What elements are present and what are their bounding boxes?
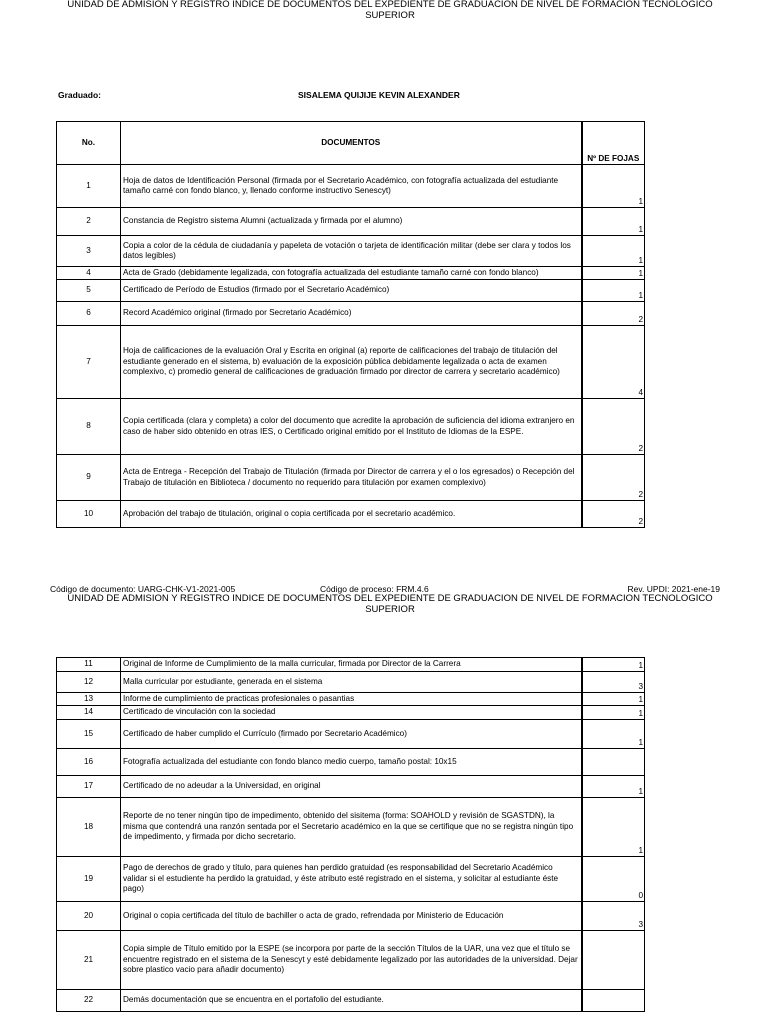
- row-document: Original o copia certificada del título de bachiller o acta de grado, refrendada por Ministerio de Educación: [121, 902, 582, 931]
- table-row: [57, 236, 645, 267]
- row-fojas: 1: [582, 165, 645, 208]
- column-header-documentos: DOCUMENTOS: [121, 122, 582, 165]
- documents-table-page2: [56, 657, 645, 1012]
- row-number: 20: [57, 902, 121, 931]
- row-fojas: 1: [582, 798, 645, 857]
- row-fojas: 1: [582, 236, 645, 267]
- table-row: [57, 931, 645, 990]
- document-title-page2: [40, 594, 740, 615]
- table-row: [57, 302, 645, 326]
- row-fojas: 3: [582, 672, 645, 693]
- row-number: 18: [57, 798, 121, 857]
- row-document: Hoja de datos de Identificación Personal (firmada por el Secretario Académico, con fotografía actualizada del estudiante tamaño carné con fondo blanco, y, llenado conforme instructivo Senescyt): [121, 165, 582, 208]
- column-header-no: No.: [57, 122, 121, 165]
- table-row: [57, 267, 645, 280]
- table-row: [57, 165, 645, 208]
- column-header-fojas: Nº DE FOJAS: [582, 122, 645, 165]
- row-fojas: [582, 749, 645, 776]
- row-document: Aprobación del trabajo de titulación, original o copia certificada por el secretario académico.: [121, 501, 582, 528]
- row-document: Acta de Grado (debidamente legalizada, con fotografía actualizada del estudiante tamaño carné con fondo blanco): [121, 267, 582, 280]
- row-document: Pago de derechos de grado y título, para quienes han perdido gratuidad (es responsabilidad del Secretario Académico validar si el estudiente ha perdido la gratuidad, y éste atributo esté registrado en el sistema, y solicitar al estudiante éste pago): [121, 857, 582, 902]
- graduado-label: Graduado:: [58, 90, 101, 100]
- row-number: 7: [57, 326, 121, 399]
- row-fojas: 0: [582, 857, 645, 902]
- table-row: [57, 399, 645, 455]
- graduado-name: SISALEMA QUIJIJE KEVIN ALEXANDER: [298, 90, 460, 100]
- document-title: [40, 0, 740, 21]
- row-fojas: [582, 931, 645, 990]
- row-number: 9: [57, 455, 121, 501]
- row-document: Demás documentación que se encuentra en el portafolio del estudiante.: [121, 990, 582, 1012]
- row-fojas: 2: [582, 399, 645, 455]
- row-number: 13: [57, 693, 121, 706]
- row-document: Certificado de vinculación con la sociedad: [121, 706, 582, 720]
- row-document: Fotografía actualizada del estudiante con fondo blanco medio cuerpo, tamaño postal: 10x15: [121, 749, 582, 776]
- row-number: 8: [57, 399, 121, 455]
- table-row: [57, 658, 645, 672]
- graduado-row: [58, 90, 698, 102]
- row-fojas: [582, 990, 645, 1012]
- table-header-row: [57, 122, 645, 165]
- row-fojas: 4: [582, 326, 645, 399]
- row-number: 2: [57, 208, 121, 236]
- row-document: Hoja de calificaciones de la evaluación Oral y Escrita en original (a) reporte de calificaciones del trabajo de titulación del estudiante generado en el sistema, b) evaluación de la exposición pública debidamente legalizada o acta de examen complexivo, c) promedio general de calificaciones de graduación firmado por director de carrera y secretario académico): [121, 326, 582, 399]
- row-document: Informe de cumplimiento de practicas profesionales o pasantias: [121, 693, 582, 706]
- row-fojas: 1: [582, 706, 645, 720]
- row-number: 14: [57, 706, 121, 720]
- row-number: 11: [57, 658, 121, 672]
- documents-table-page1: [56, 121, 645, 528]
- row-number: 15: [57, 720, 121, 749]
- table-row: [57, 326, 645, 399]
- row-number: 17: [57, 776, 121, 798]
- row-fojas: 1: [582, 658, 645, 672]
- row-document: Certificado de Período de Estudios (firmado por el Secretario Académico): [121, 280, 582, 302]
- table-row: [57, 501, 645, 528]
- row-number: 10: [57, 501, 121, 528]
- row-document: Constancia de Registro sistema Alumni (actualizada y firmada por el alumno): [121, 208, 582, 236]
- table-row: [57, 857, 645, 902]
- row-fojas: 2: [582, 455, 645, 501]
- document-code: Código de documento: UARG-CHK-V1-2021-005: [50, 584, 236, 594]
- table-row: [57, 720, 645, 749]
- document-title-line1: UNIDAD DE ADMISION Y REGISTRO INDICE DE DOCUMENTOS DEL EXPEDIENTE DE GRADUACION DE NIVEL DE FORMACION TECNOLOGICO: [67, 0, 713, 10]
- row-number: 1: [57, 165, 121, 208]
- row-number: 5: [57, 280, 121, 302]
- table-row: [57, 776, 645, 798]
- row-fojas: 1: [582, 280, 645, 302]
- row-fojas: 1: [582, 208, 645, 236]
- row-fojas: 2: [582, 302, 645, 326]
- table-row: [57, 693, 645, 706]
- row-fojas: 1: [582, 267, 645, 280]
- row-number: 16: [57, 749, 121, 776]
- revision-code: Rev. UPDI: 2021-ene-19: [627, 584, 720, 594]
- row-fojas: 2: [582, 501, 645, 528]
- row-fojas: 1: [582, 776, 645, 798]
- row-document: Certificado de haber cumplido el Currículo (firmado por Secretario Académico): [121, 720, 582, 749]
- process-code: Código de proceso: FRM.4.6: [320, 584, 429, 594]
- table-row: [57, 455, 645, 501]
- document-title-line2: SUPERIOR: [365, 603, 415, 615]
- row-number: 12: [57, 672, 121, 693]
- row-document: Reporte de no tener ningún tipo de impedimento, obtenido del sisitema (forma: SOAHOLD y revisión de SGASTDN), la misma que contendrá una ranzón sentada por el Secretario académico en la que se certifique que no se registra ningún tipo de impedimento, y firmada por dicho secretario.: [121, 798, 582, 857]
- row-number: 3: [57, 236, 121, 267]
- row-fojas: 1: [582, 693, 645, 706]
- row-number: 4: [57, 267, 121, 280]
- row-document: Copia certificada (clara y completa) a color del documento que acredite la aprobación de suficiencia del idioma extranjero en caso de haber sido obtenido en otras IES, o Certificado original emitido por el Instituto de Idiomas de la ESPE.: [121, 399, 582, 455]
- table-row: [57, 902, 645, 931]
- table-row: [57, 749, 645, 776]
- row-document: Record Académico original (firmado por Secretario Académico): [121, 302, 582, 326]
- row-number: 6: [57, 302, 121, 326]
- row-number: 21: [57, 931, 121, 990]
- row-document: Copia a color de la cédula de ciudadanía y papeleta de votación o tarjeta de identificación militar (debe ser clara y todos los datos legibles): [121, 236, 582, 267]
- row-document: Malla curricular por estudiante, generada en el sistema: [121, 672, 582, 693]
- table-row: [57, 706, 645, 720]
- row-fojas: 3: [582, 902, 645, 931]
- row-fojas: 1: [582, 720, 645, 749]
- row-number: 19: [57, 857, 121, 902]
- table-row: [57, 990, 645, 1012]
- table-row: [57, 280, 645, 302]
- row-document: Copia simple de Título emitido por la ESPE (se incorpora por parte de la sección Títulos de la UAR, una vez que el título se encuentre registrado en el sistema de la Senescyt y esté debidamente legalizado por las autoridades de la universidad. Dejar sobre plastico vacio para añadir documento): [121, 931, 582, 990]
- row-document: Acta de Entrega - Recepción del Trabajo de Titulación (firmada por Director de carrera y el o los egresados) o Recepción del Trabajo de titulación en Biblioteca / documento no requerido para titulación por examen complexivo): [121, 455, 582, 501]
- row-document: Certificado de no adeudar a la Universidad, en original: [121, 776, 582, 798]
- table-row: [57, 798, 645, 857]
- row-document: Original de Informe de Cumplimiento de la malla curricular, firmada por Director de la Carrera: [121, 658, 582, 672]
- document-title-line2: SUPERIOR: [365, 9, 415, 21]
- table-row: [57, 672, 645, 693]
- table-row: [57, 208, 645, 236]
- row-number: 22: [57, 990, 121, 1012]
- document-title-line1: UNIDAD DE ADMISION Y REGISTRO INDICE DE DOCUMENTOS DEL EXPEDIENTE DE GRADUACION DE NIVEL DE FORMACION TECNOLOGICO: [67, 593, 713, 604]
